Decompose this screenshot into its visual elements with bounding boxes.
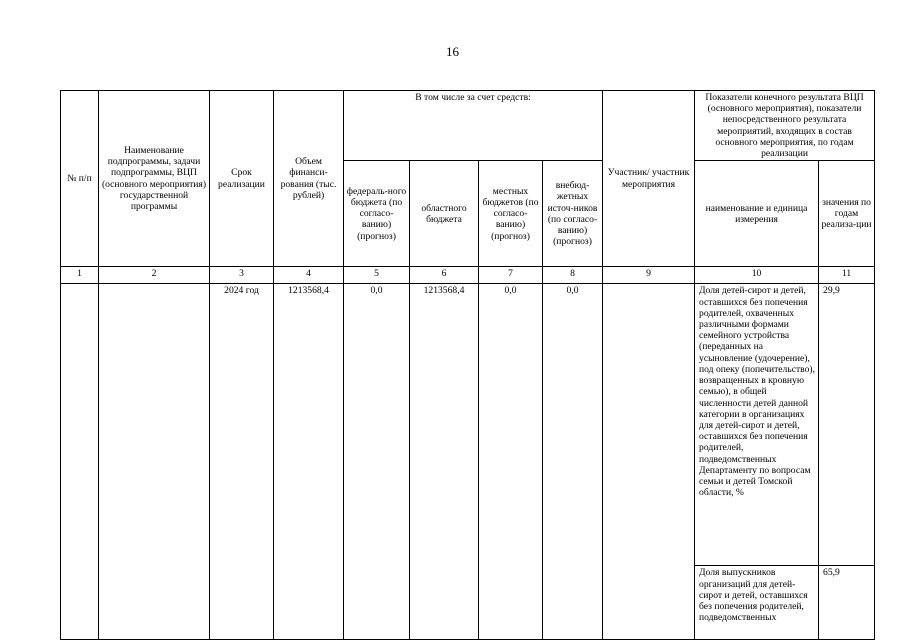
cell-local: 0,0 xyxy=(479,284,543,640)
column-number: 4 xyxy=(274,267,344,284)
header-col-period: Срок реализации xyxy=(210,91,274,267)
header-group-sources: В том числе за счет средств: xyxy=(344,91,603,161)
header-col-regional: областного бюджета xyxy=(410,161,479,267)
cell-name xyxy=(99,284,210,640)
header-col-indicator-value: значения по годам реализа-ции xyxy=(819,161,875,267)
header-col-extrabudget: внебюд-жетных источ-ников (по согласо-ванию) (прогноз) xyxy=(543,161,603,267)
header-col-participant: Участник/ участник мероприятия xyxy=(603,91,695,267)
cell-regional: 1213568,4 xyxy=(410,284,479,640)
column-number: 10 xyxy=(695,267,819,284)
column-number: 9 xyxy=(603,267,695,284)
column-number: 1 xyxy=(61,267,99,284)
cell-federal: 0,0 xyxy=(344,284,410,640)
cell-period: 2024 год xyxy=(210,284,274,640)
indicator-value: 65,9 xyxy=(819,566,875,640)
header-col-federal: федераль-ного бюджета (по согласо-ванию) (прогноз) xyxy=(344,161,410,267)
cell-num xyxy=(61,284,99,640)
indicator-name: Доля детей-сирот и детей, оставшихся без попечения родителей, охваченных различными формами семейного устройства (переданных на усыновление (удочерение), под опеку (попечительство), возвращенных в кровную семью), в общей численности детей данной категории в организациях для детей-сирот и детей, оставшихся без попечения родителей, подведомственных Департаменту по вопросам семьи и детей Томской области, % xyxy=(695,284,819,566)
column-number: 3 xyxy=(210,267,274,284)
indicator-value: 29,9 xyxy=(819,284,875,566)
column-number-row xyxy=(61,267,875,284)
header-col-name: Наименование подпрограммы, задачи подпрограммы, ВЦП (основного мероприятия) государственной программы xyxy=(99,91,210,267)
column-number: 5 xyxy=(344,267,410,284)
table-row xyxy=(61,284,875,566)
column-number: 8 xyxy=(543,267,603,284)
header-group-indicators: Показатели конечного результата ВЦП (основного мероприятия), показатели непосредственного результата мероприятий, входящих в состав основного мероприятия, по годам реализации xyxy=(695,91,875,161)
cell-extrabudget: 0,0 xyxy=(543,284,603,640)
indicator-name: Доля выпускников организаций для детей-сирот и детей, оставшихся без попечения родителей, подведомственных xyxy=(695,566,819,640)
column-number: 6 xyxy=(410,267,479,284)
header-row-1 xyxy=(61,91,875,161)
column-number: 7 xyxy=(479,267,543,284)
header-col-num: № п/п xyxy=(61,91,99,267)
cell-volume: 1213568,4 xyxy=(274,284,344,640)
header-col-local: местных бюджетов (по согласо-ванию) (прогноз) xyxy=(479,161,543,267)
cell-participant xyxy=(603,284,695,640)
column-number: 11 xyxy=(819,267,875,284)
header-col-indicator-name: наименование и единица измерения xyxy=(695,161,819,267)
page-number: 16 xyxy=(446,44,459,59)
header-col-volume: Объем финанси-рования (тыс. рублей) xyxy=(274,91,344,267)
program-table xyxy=(60,90,875,640)
column-number: 2 xyxy=(99,267,210,284)
